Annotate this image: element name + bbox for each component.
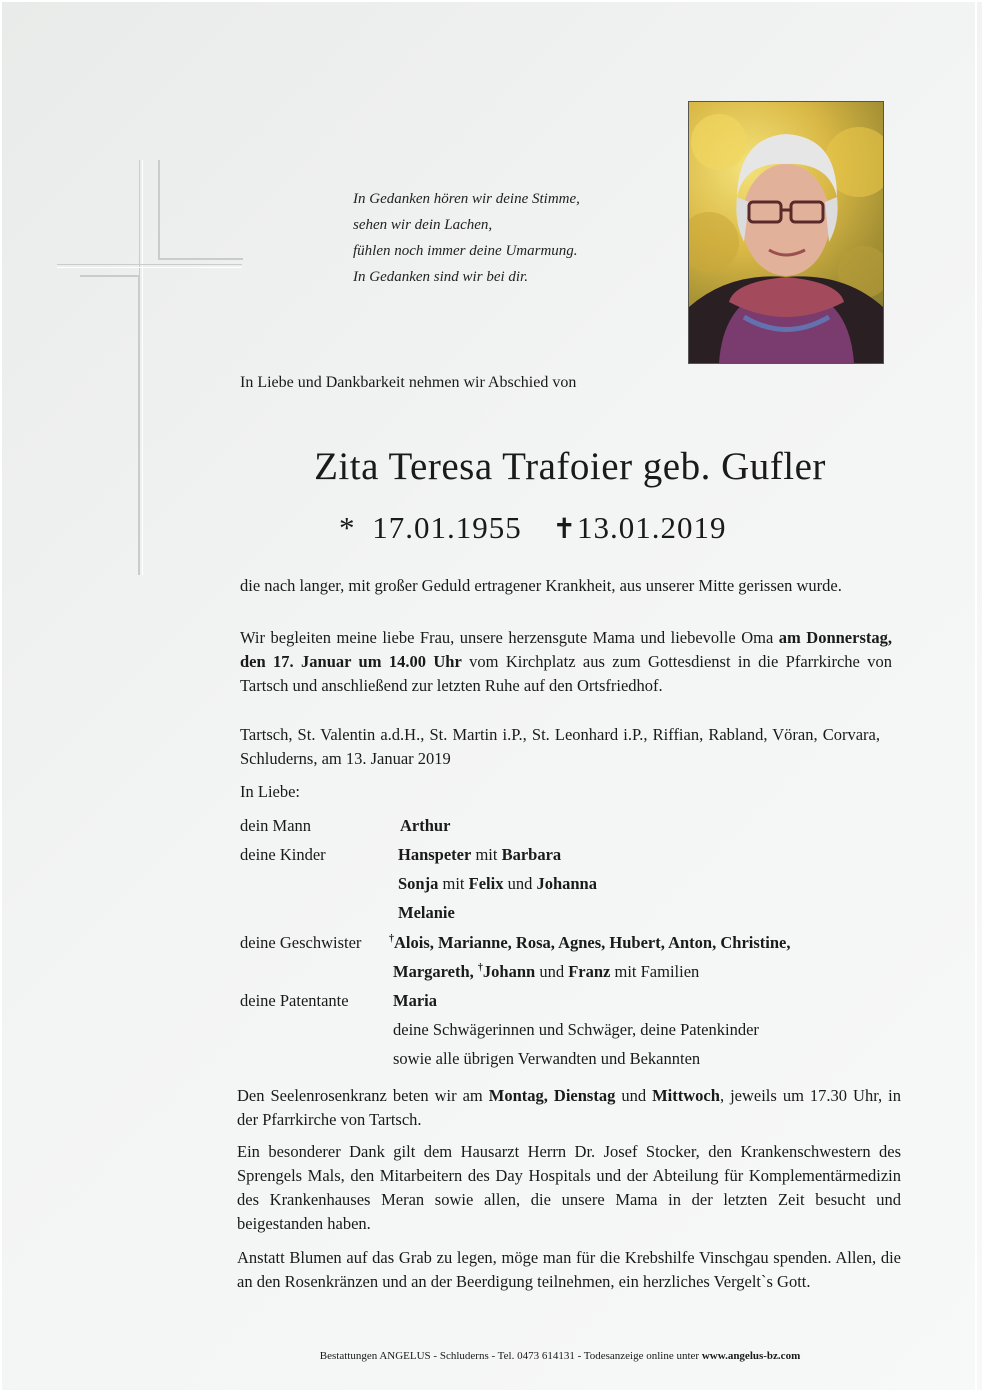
relative-label: deine Geschwister — [240, 933, 362, 952]
life-dates — [339, 510, 726, 546]
poem-line: In Gedanken sind wir bei dir. — [353, 269, 528, 285]
dagger-icon: † — [477, 962, 483, 974]
relative-name: Arthur — [400, 816, 451, 835]
relative-name: Johann — [482, 962, 536, 981]
portrait-photo — [688, 101, 884, 364]
relative-name: Melanie — [398, 903, 455, 922]
poem-line: fühlen noch immer deine Umarmung. — [353, 243, 578, 259]
funeral-date: am Donnerstag, den 17. Januar um 14.00 Uhr — [240, 628, 892, 671]
frame-line-right — [975, 0, 977, 1390]
relative-name: Franz — [568, 962, 611, 981]
intro-text: In Liebe und Dankbarkeit nehmen wir Abschied von — [240, 374, 577, 391]
birth-symbol: * — [339, 510, 356, 545]
relative-entry — [398, 845, 561, 865]
poem-line: sehen wir dein Lachen, — [353, 217, 493, 233]
footer — [0, 1350, 982, 1362]
connector-text: mit — [475, 845, 498, 864]
funeral-text-a: Wir begleiten meine liebe Frau, unsere herzensgute Mama und liebevolle Oma — [240, 628, 774, 647]
rosary-days: Montag, Dienstag — [488, 1086, 616, 1105]
paragraph-flowers: Anstatt Blumen auf das Grab zu legen, möge man für die Krebshilfe Vinschgau spenden. Allen, die an den Rosenkränzen und an der Beerdigung teilnehmen, ein herzliches Vergelt`s Gott. — [237, 1248, 901, 1291]
in-liebe-label: In Liebe: — [240, 782, 301, 801]
relative-name: Felix — [468, 874, 504, 893]
poem — [353, 186, 580, 290]
relative-names: Alois, Marianne, Rosa, Agnes, Hubert, Anton, Christine, — [394, 933, 791, 952]
rosary-days: Mittwoch — [652, 1086, 720, 1105]
relative-name: Barbara — [501, 845, 562, 864]
rosary-text: Den Seelenrosenkranz beten wir am — [237, 1086, 483, 1105]
relative-entry — [398, 874, 597, 894]
rosary-text: , jeweils um 17.30 Uhr, in der Pfarrkirche von Tartsch. — [237, 1086, 902, 1129]
relative-label: deine Kinder — [240, 845, 326, 864]
dagger-icon: † — [389, 933, 394, 945]
birth-date: 17.01.1955 — [372, 510, 522, 545]
funeral-text-b: vom Kirchplatz aus zum Gottesdienst in die Pfarrkirche von Tartsch und anschließend zur letzten Ruhe auf den Ortsfriedhof. — [240, 652, 892, 695]
paragraph-illness: die nach langer, mit großer Geduld ertragener Krankheit, aus unserer Mitte gerissen wurde. — [240, 576, 842, 595]
relative-label: deine Patentante — [240, 991, 349, 1010]
relative-label: dein Mann — [240, 816, 312, 835]
frame-line-left — [0, 0, 2, 1390]
connector-text: und — [507, 874, 533, 893]
paragraph-funeral — [240, 626, 892, 698]
relative-name: Margareth, — [393, 962, 474, 981]
places-date: Tartsch, St. Valentin a.d.H., St. Martin i.P., St. Leonhard i.P., Riffian, Rabland, Vöran, Corvara, Schluderns, am 13. Januar 2019 — [240, 725, 880, 768]
poem-line: In Gedanken hören wir deine Stimme, — [353, 191, 580, 207]
relative-name: Maria — [393, 991, 437, 1010]
relative-name: Johanna — [536, 874, 597, 893]
death-symbol: ✝ — [552, 514, 577, 545]
frame-line-top — [0, 0, 982, 2]
relative-name: Hanspeter — [398, 845, 472, 864]
connector-text: mit Familien — [614, 962, 700, 981]
footer-text: Bestattungen ANGELUS - Schluderns - Tel. 0473 614131 - Todesanzeige online unter — [319, 1350, 700, 1362]
relative-entry — [389, 933, 790, 953]
relative-name: Sonja — [398, 874, 439, 893]
connector-text: und — [539, 962, 565, 981]
relative-entry — [393, 962, 699, 982]
connector-text: und — [621, 1086, 647, 1105]
death-date: 13.01.2019 — [576, 510, 727, 545]
paragraph-rosary — [237, 1084, 901, 1132]
deceased-name: Zita Teresa Trafoier geb. Gufler — [314, 445, 826, 488]
relative-extra: sowie alle übrigen Verwandten und Bekannten — [393, 1049, 701, 1068]
connector-text: mit — [442, 874, 465, 893]
footer-link[interactable]: www.angelus-bz.com — [701, 1350, 801, 1362]
relative-extra: deine Schwägerinnen und Schwäger, deine Patenkinder — [393, 1020, 759, 1039]
paragraph-thanks: Ein besonderer Dank gilt dem Hausarzt Herrn Dr. Josef Stocker, den Krankenschwestern des Sprengels Mals, den Mitarbeitern des Day Hospitals und der Abteilung für Komplementärmedizin des Krankenhauses Meran sowie allen, die unsere Mama in der letzten Zeit besucht und beigestanden haben. — [237, 1142, 901, 1233]
